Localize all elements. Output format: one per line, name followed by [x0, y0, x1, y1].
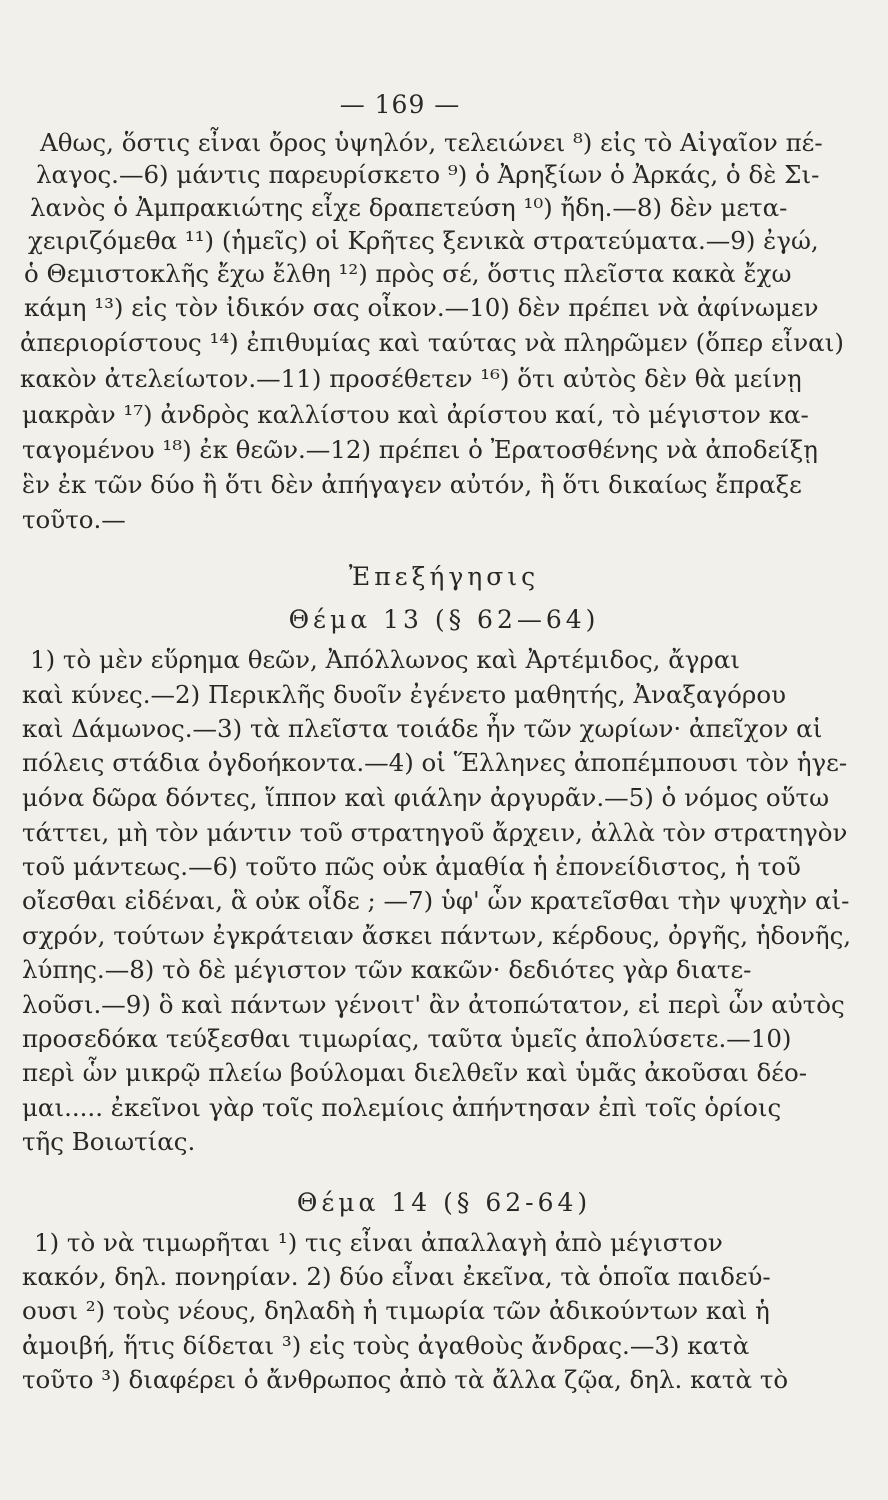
text-line: κακὸν ἀτελείωτον.—11) προσέθετεν ¹⁶) ὅτι αὐτὸς δὲν θὰ μείνῃ [20, 364, 802, 393]
theme-13-heading: Θέμα 13 (§ 62—64) [288, 605, 600, 634]
text-line: προσεδόκα τεύξεσθαι τιμωρίας, ταῦτα ὑμεῖς ἀπολύσετε.—10) [22, 1024, 792, 1053]
text-line: λαγος.—6) μάντις παρευρίσκετο ⁹) ὁ Ἀρηξίων ὁ Ἀρκάς, ὁ δὲ Σι- [36, 160, 820, 189]
text-line: 1) τὸ νὰ τιμωρῆται ¹) τις εἶναι ἀπαλλαγὴ ἀπὸ μέγιστον [34, 1228, 723, 1257]
text-line: τοῦτο ³) διαφέρει ὁ ἄνθρωπος ἀπὸ τὰ ἄλλα ζῷα, δηλ. κατὰ τὸ [22, 1365, 789, 1394]
text-line: λοῦσι.—9) ὃ καὶ πάντων γένοιτ' ἂν ἀτοπώτατον, εἰ περὶ ὧν αὐτὸς [22, 990, 845, 1019]
text-line: μακρὰν ¹⁷) ἀνδρὸς καλλίστου καὶ ἀρίστου καί, τὸ μέγιστον κα- [22, 400, 809, 429]
section-heading: Ἐπεξήγησις [348, 562, 540, 591]
text-line: μόνα δῶρα δόντες, ἵππον καὶ φιάλην ἀργυρᾶν.—5) ὁ νόμος οὕτω [22, 783, 830, 812]
text-line: ὁ Θεμιστοκλῆς ἔχω ἔλθη ¹²) πρὸς σέ, ὅστις πλεῖστα κακὰ ἔχω [24, 259, 792, 288]
text-line: 1) τὸ μὲν εὕρημα θεῶν, Ἀπόλλωνος καὶ Ἀρτέμιδος, ἄγραι [30, 645, 740, 674]
text-line: μαι..... ἐκεῖνοι γὰρ τοῖς πολεμίοις ἀπήντησαν ἐπὶ τοῖς ὁρίοις [22, 1093, 782, 1122]
text-line: οἴεσθαι εἰδέναι, ἃ οὐκ οἶδε ; —7) ὑφ' ὧν κρατεῖσθαι τὴν ψυχὴν αἰ- [22, 886, 850, 915]
theme-14-heading: Θέμα 14 (§ 62-64) [296, 1188, 592, 1217]
text-line: κακόν, δηλ. πονηρίαν. 2) δύο εἶναι ἐκεῖνα, τὰ ὁποῖα παιδεύ- [22, 1262, 771, 1291]
text-line: λανὸς ὁ Ἀμπρακιώτης εἶχε δραπετεύση ¹⁰) ἤδη.—8) δὲν μετα- [30, 193, 788, 222]
text-line: ἀπεριορίστους ¹⁴) ἐπιθυμίας καὶ ταύτας νὰ πληρῶμεν (ὅπερ εἶναι) [20, 328, 844, 357]
page-number: — 169 — [339, 90, 461, 119]
text-line: τοῦτο.— [22, 505, 126, 534]
text-line: ουσι ²) τοὺς νέους, δηλαδὴ ἡ τιμωρία τῶν ἀδικούντων καὶ ἡ [22, 1296, 770, 1325]
text-line: τοῦ μάντεως.—6) τοῦτο πῶς οὐκ ἀμαθία ἡ ἐπονείδιστος, ἡ τοῦ [22, 852, 801, 881]
text-line: περὶ ὧν μικρῷ πλείω βούλομαι διελθεῖν καὶ ὑμᾶς ἀκοῦσαι δέο- [22, 1058, 807, 1087]
text-line: ταγομένου ¹⁸) ἐκ θεῶν.—12) πρέπει ὁ Ἐρατοσθένης νὰ ἀποδείξῃ [22, 435, 818, 464]
text-line: κάμη ¹³) εἰς τὸν ἰδικόν σας οἶκον.—10) δὲν πρέπει νὰ ἀφίνωμεν [24, 293, 819, 322]
text-line: καὶ κύνες.—2) Περικλῆς δυοῖν ἐγένετο μαθητής, Ἀναξαγόρου [22, 680, 786, 709]
text-line: Αθως, ὅστις εἶναι ὄρος ὑψηλόν, τελειώνει ⁸) εἰς τὸ Αἰγαῖον πέ- [40, 128, 823, 157]
text-line: ἀμοιβή, ἥτις δίδεται ³) εἰς τοὺς ἀγαθοὺς ἄνδρας.—3) κατὰ [22, 1331, 750, 1360]
text-line: καὶ Δάμωνος.—3) τὰ πλεῖστα τοιάδε ἦν τῶν χωρίων· ἀπεῖχον αἱ [22, 714, 823, 743]
text-line: πόλεις στάδια ὀγδοήκοντα.—4) οἱ Ἕλληνες ἀποπέμπουσι τὸν ἡγε- [22, 748, 848, 777]
text-line: ἓν ἐκ τῶν δύο ἢ ὅτι δὲν ἀπήγαγεν αὐτόν, ἢ ὅτι δικαίως ἔπραξε [22, 470, 802, 499]
text-line: τάττει, μὴ τὸν μάντιν τοῦ στρατηγοῦ ἄρχειν, ἀλλὰ τὸν στρατηγὸν [22, 818, 848, 847]
text-line: σχρόν, τούτων ἐγκράτειαν ἄσκει πάντων, κέρδους, ὀργῆς, ἡδονῆς, [22, 921, 852, 950]
text-line: χειριζόμεθα ¹¹) (ἡμεῖς) οἱ Κρῆτες ξενικὰ στρατεύματα.—9) ἐγώ, [28, 226, 819, 255]
text-line: τῆς Βοιωτίας. [22, 1127, 196, 1156]
text-line: λύπης.—8) τὸ δὲ μέγιστον τῶν κακῶν· δεδιότες γὰρ διατε- [22, 955, 752, 984]
